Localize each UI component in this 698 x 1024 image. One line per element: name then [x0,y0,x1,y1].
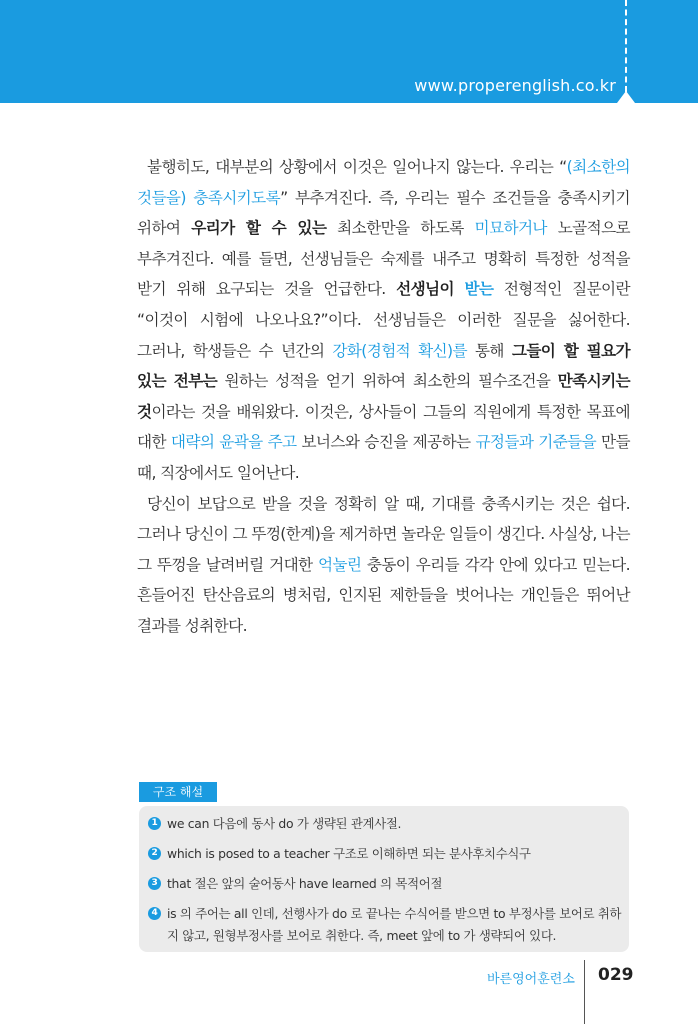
bold-phrase: 선생님이 [396,280,454,299]
number-badge: 1 [148,817,161,830]
bold-phrase: 만족시키는 것 [137,372,630,421]
note-text: which is posed to a teacher 구조로 이해하면 되는 분사후치수식구 [167,846,531,861]
text-run: 보너스와 승진을 제공하는 [296,433,476,452]
text-run: ” 부추겨진다. 즉, 우리는 필수 조건들을 충족시키기 위하여 [137,188,631,238]
bold-phrase: 그들이 할 필요가 있는 전부는 [137,341,630,391]
text-run: 불행히도, 대부분의 상황에서 이것은 일어나지 않는다. 우리는 “ [147,158,567,176]
highlight: 강화(경험적 확신)를 [332,341,467,360]
paragraph-1 [137,152,630,489]
page-number: 029 [598,965,634,985]
note-item-3 [148,873,622,895]
header-banner [0,0,698,103]
footer-divider [584,960,585,1024]
number-badge: 3 [148,877,161,890]
text-run: 최소한만을 하도록 [326,219,475,238]
text-run: 충동이 우리들 각각 안에 있다고 믿는다. 흔들어진 탄산음료의 병처럼, 인지된 제한들을 벗어나는 개인들은 뛰어난 결과를 성취한다. [137,555,630,635]
header-notch [617,91,635,103]
note-text: is 의 주어는 all 인데, 선행사가 do 로 끝나는 수식어를 받으면 to 부정사를 보어로 취하지 않고, 원형부정사를 보어로 취한다. 즉, meet 앞에 to 가 생략되어 있다. [167,906,622,943]
text-run: 당신이 보답으로 받을 것을 정확히 알 때, 기대를 충족시키는 것은 쉽다. 그러나 당신이 그 뚜껑(한계)을 제거하면 놀라운 일들이 생긴다. 사실상, 나는 그 뚜껑을 날려버릴 거대한 [137,494,630,574]
number-badge: 4 [148,907,161,920]
dashed-divider [625,0,627,92]
note-item-1 [148,813,622,835]
note-item-2 [148,843,622,865]
highlight-bold: 받는 [464,280,494,299]
body-text [137,152,630,642]
text-run: 통해 [466,341,512,360]
highlight: 대략의 윤곽을 주고 [170,433,297,452]
text-run: 노골적으로 부추겨진다. 예를 들면, 선생님들은 숙제를 내주고 명확히 특정한 성적을 받기 위해 요구되는 것을 언급한다. [137,219,631,299]
highlight: 규정들과 기준들을 [475,433,597,452]
highlight: 억눌린 [317,555,362,574]
highlight: (최소한의 것들을) 충족시키도록 [137,158,630,207]
paragraph-2 [137,489,630,642]
text-run: 전형적인 질문이란 “이것이 시험에 나오나요?”이다. 선생님들은 이러한 질문을 싫어한다. 그러나, 학생들은 수 년간의 [137,280,630,360]
text-run: 이라는 것을 배워왔다. 이것은, 상사들이 그들의 직원에게 특정한 목표에 대한 [137,402,630,452]
bold-phrase: 우리가 할 수 있는 [191,219,327,238]
website-url[interactable]: www.properenglish.co.kr [414,76,616,95]
note-text: we can 다음에 동사 do 가 생략된 관계사절. [167,816,402,831]
note-text: that 절은 앞의 술어동사 have learned 의 목적어절 [167,876,443,891]
note-item-4 [148,903,622,947]
number-badge: 2 [148,847,161,860]
text-run: 원하는 성적을 얻기 위하여 최소한의 필수조건을 [217,372,558,391]
notes-title: 구조 해설 [139,782,217,802]
highlight: 미묘하거나 [474,219,547,238]
text-run [454,280,464,298]
book-title: 바른영어훈련소 [487,972,575,987]
text-run: 만들 때, 직장에서도 일어난다. [137,433,630,482]
